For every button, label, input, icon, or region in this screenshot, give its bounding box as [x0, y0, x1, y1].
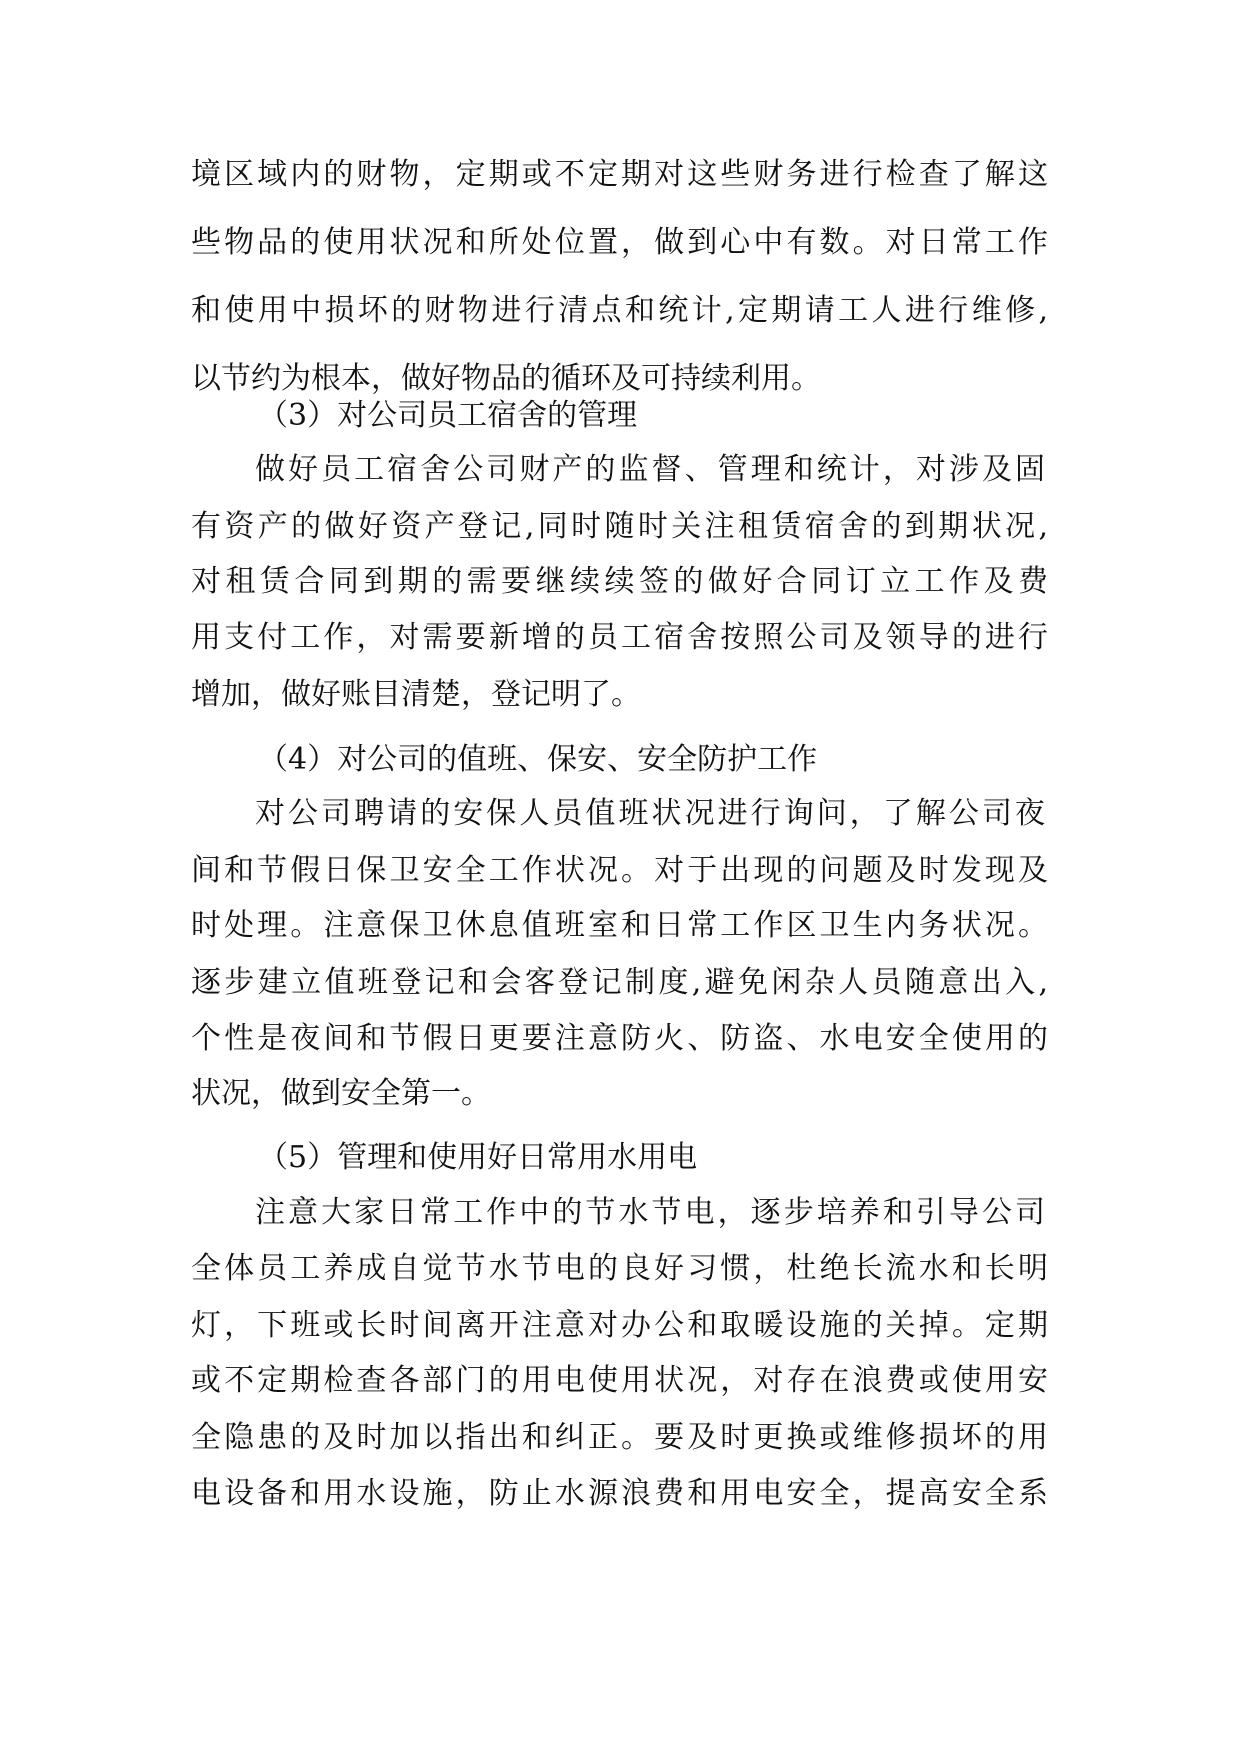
text-line: 间和节假日保卫安全工作状况。对于出现的问题及时发现及	[191, 853, 1048, 888]
text-line: 增加，做好账目清楚，登记明了。	[191, 677, 641, 712]
section-heading-4: （4）对公司的值班、保安、安全防护工作	[258, 742, 818, 777]
text-line: 些物品的使用状况和所处位置，做到心中有数。对日常工作	[191, 225, 1048, 260]
text-line: 境区域内的财物，定期或不定期对这些财务进行检查了解这	[191, 157, 1048, 192]
text-line: 全隐患的及时加以指出和纠正。要及时更换或维修损坏的用	[191, 1420, 1048, 1455]
text-line: 做好员工宿舍公司财产的监督、管理和统计，对涉及固	[255, 452, 1045, 487]
text-line: 对公司聘请的安保人员值班状况进行询问，了解公司夜	[255, 796, 1045, 831]
text-line: 以节约为根本，做好物品的循环及可持续利用。	[191, 361, 821, 396]
text-line: 电设备和用水设施，防止水源浪费和用电安全，提高安全系	[191, 1476, 1048, 1511]
text-line: 状况，做到安全第一。	[191, 1076, 491, 1111]
text-line: 灯，下班或长时间离开注意对办公和取暖设施的关掉。定期	[191, 1308, 1048, 1343]
section-heading-5: （5）管理和使用好日常用水用电	[258, 1140, 698, 1175]
text-line: 时处理。注意保卫休息值班室和日常工作区卫生内务状况。	[191, 908, 1048, 943]
section-heading-3: （3）对公司员工宿舍的管理	[258, 398, 638, 433]
text-line: 对租赁合同到期的需要继续续签的做好合同订立工作及费	[191, 564, 1048, 599]
text-line: 注意大家日常工作中的节水节电，逐步培养和引导公司	[255, 1195, 1045, 1230]
text-line: 或不定期检查各部门的用电使用状况，对存在浪费或使用安	[191, 1363, 1048, 1398]
text-line: 和使用中损坏的财物进行清点和统计,定期请工人进行维修,	[191, 293, 1048, 328]
text-line: 个性是夜间和节假日更要注意防火、防盗、水电安全使用的	[191, 1021, 1048, 1056]
text-line: 全体员工养成自觉节水节电的良好习惯，杜绝长流水和长明	[191, 1251, 1048, 1286]
text-line: 用支付工作，对需要新增的员工宿舍按照公司及领导的进行	[191, 620, 1048, 655]
text-line: 有资产的做好资产登记,同时随时关注租赁宿舍的到期状况,	[191, 509, 1048, 544]
text-line: 逐步建立值班登记和会客登记制度,避免闲杂人员随意出入,	[191, 965, 1048, 1000]
